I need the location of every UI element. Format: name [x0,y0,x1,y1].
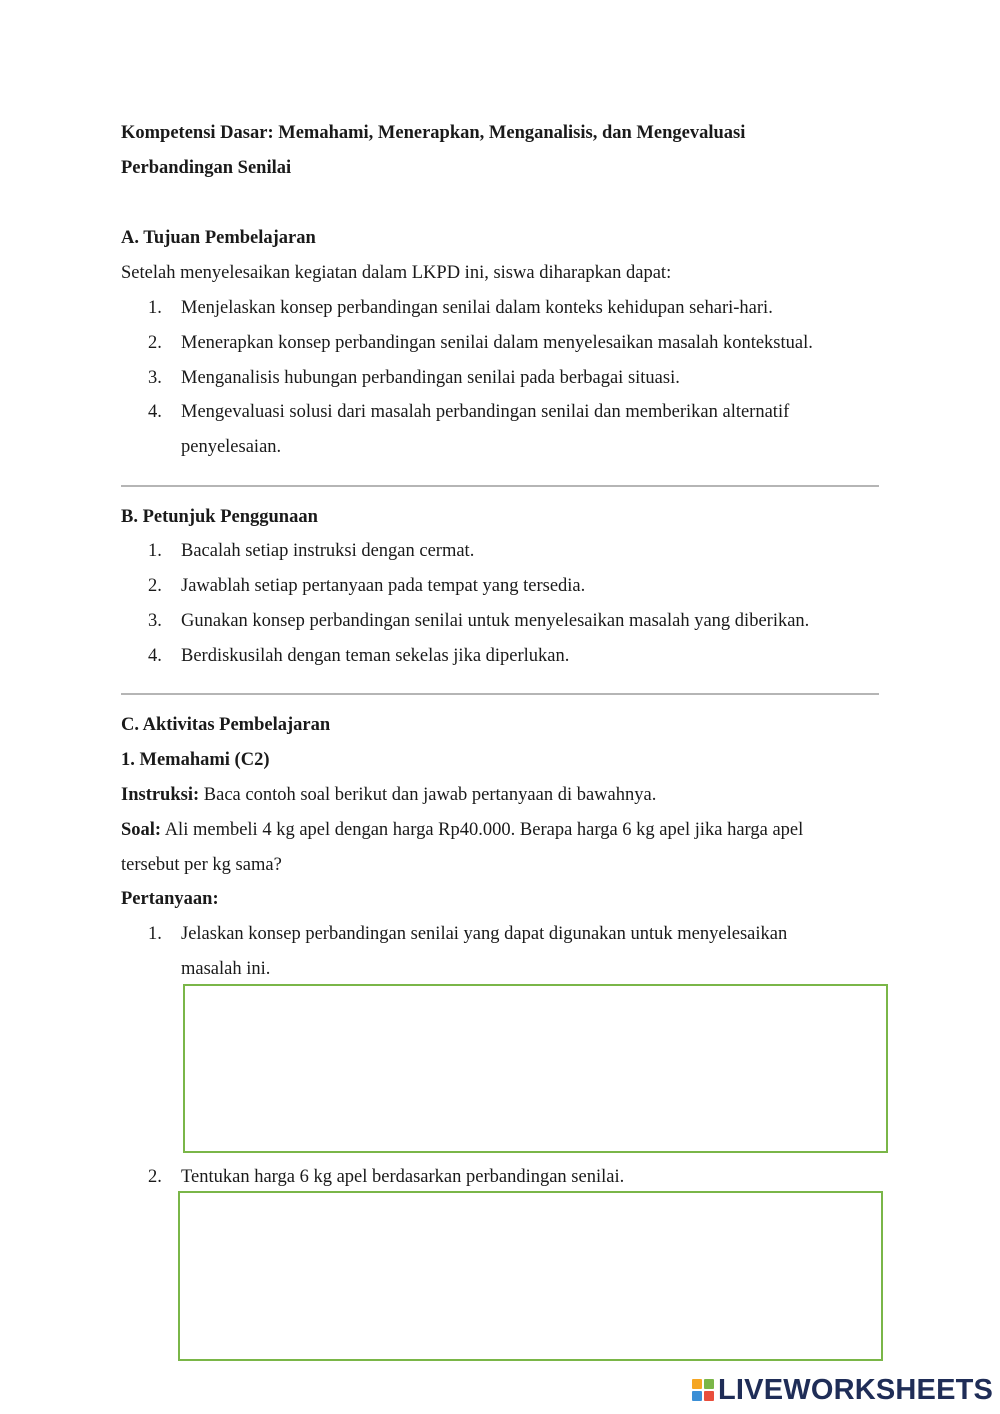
list-text: Tentukan harga 6 kg apel berdasarkan perbandingan senilai. [181,1167,625,1187]
section-b-title: B. Petunjuk Penggunaan [121,507,318,527]
list-number: 3. [148,368,162,388]
list-number: 3. [148,611,162,631]
logo-block [692,1379,702,1389]
problem-text: Ali membeli 4 kg apel dengan harga Rp40.000. Berapa harga 6 kg apel jika harga apel [161,820,804,840]
liveworksheets-logo[interactable] [692,1374,993,1406]
list-text: Berdiskusilah dengan teman sekelas jika diperlukan. [181,646,570,666]
answer-box-1[interactable] [183,984,888,1153]
questions-label: Pertanyaan: [121,889,219,909]
answer-input-1[interactable] [185,986,886,1151]
list-text: Jelaskan konsep perbandingan senilai yang dapat digunakan untuk menyelesaikan [181,924,788,944]
instruction-text: Baca contoh soal berikut dan jawab pertanyaan di bawahnya. [199,785,657,805]
list-text: Jawablah setiap pertanyaan pada tempat yang tersedia. [181,576,586,596]
logo-block [704,1379,714,1389]
list-text: masalah ini. [181,959,271,979]
instruction-label: Instruksi: [121,785,200,805]
problem-line-continuation: tersebut per kg sama? [121,855,282,875]
list-text: penyelesaian. [181,437,282,457]
logo-block [704,1391,714,1401]
list-number: 2. [148,576,162,596]
list-text: Menganalisis hubungan perbandingan senilai pada berbagai situasi. [181,368,680,388]
logo-text: LIVEWORKSHEETS [718,1373,994,1406]
list-number: 4. [148,646,162,666]
problem-line [121,818,803,842]
list-text: Bacalah setiap instruksi dengan cermat. [181,541,475,561]
instruction-line [121,783,656,807]
list-text: Gunakan konsep perbandingan senilai untuk menyelesaikan masalah yang diberikan. [181,611,810,631]
answer-box-2[interactable] [178,1191,883,1361]
section-a-intro: Setelah menyelesaikan kegiatan dalam LKPD ini, siswa diharapkan dapat: [121,263,672,283]
activity-subtitle: 1. Memahami (C2) [121,750,270,770]
problem-label: Soal: [121,820,162,840]
competency-heading-line1: Kompetensi Dasar: Memahami, Menerapkan, Menganalisis, dan Mengevaluasi [121,123,746,143]
logo-blocks-icon [692,1379,714,1401]
list-number: 4. [148,402,162,422]
list-number: 2. [148,333,162,353]
competency-heading-line2: Perbandingan Senilai [121,158,292,178]
list-text: Mengevaluasi solusi dari masalah perbandingan senilai dan memberikan alternatif [181,402,790,422]
section-divider [121,693,879,695]
section-a-title: A. Tujuan Pembelajaran [121,228,316,248]
list-number: 2. [148,1167,162,1187]
answer-input-2[interactable] [180,1193,881,1359]
list-number: 1. [148,924,162,944]
section-c-title: C. Aktivitas Pembelajaran [121,715,331,735]
list-text: Menjelaskan konsep perbandingan senilai dalam konteks kehidupan sehari-hari. [181,298,773,318]
section-divider [121,485,879,487]
logo-block [692,1391,702,1401]
list-number: 1. [148,298,162,318]
list-text: Menerapkan konsep perbandingan senilai dalam menyelesaikan masalah kontekstual. [181,333,813,353]
list-number: 1. [148,541,162,561]
